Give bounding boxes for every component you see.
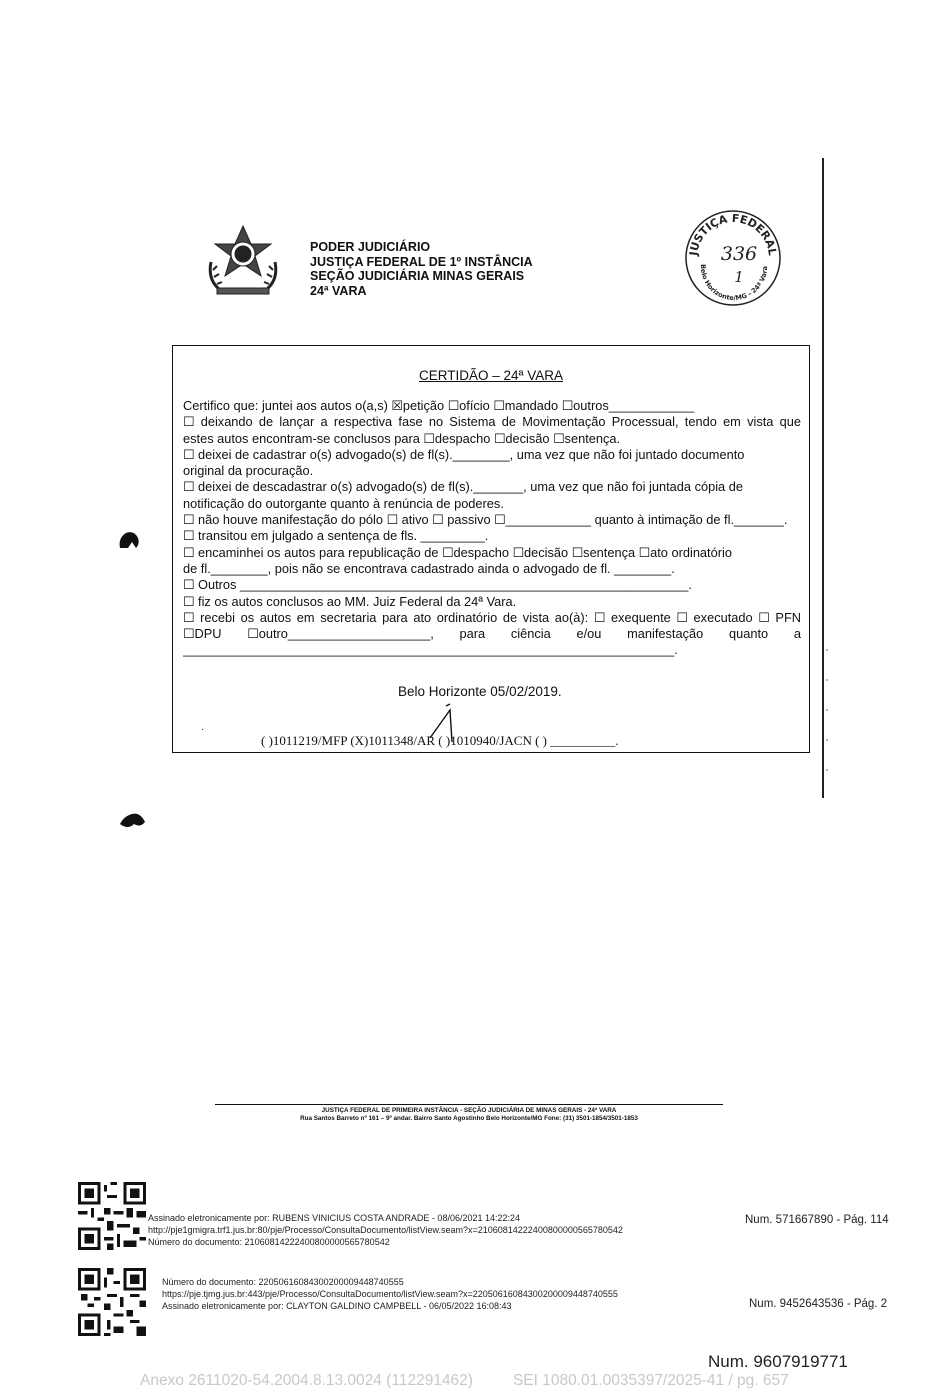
ink-blot-icon [118,530,140,550]
certidao-line: Certifico que: juntei aos autos o(a,s) ☒petição ☐ofício ☐mandado ☐outros____________ [183,398,695,413]
document-url[interactable]: https://pje.tjmg.jus.br:443/pje/Processo/ConsultaDocumento/listView.seam?x=22050616084300200009448740555 [162,1289,618,1299]
certidao-line: ☐DPU ☐outro____________________, para ciência e/ou manifestação quanto a [183,626,801,642]
certidao-line: ☐ deixei de descadastrar o(s) advogado(s) de fl(s)._______, uma vez que não foi juntada cópia de [183,479,743,495]
annex-right: SEI 1080.01.0035397/2025-41 / pg. 657 [512,1372,789,1389]
certidao-line: ☐ não houve manifestação do pólo ☐ ativo ☐ passivo ☐____________ quanto à intimação de fl._______. [183,512,788,528]
certidao-line: de fl.________, pois não se encontrava cadastrado ainda o advogado de fl. ________. [183,560,675,576]
stamp-sub-number: 1 [734,268,744,286]
signed-by: Assinado eletronicamente por: CLAYTON GALDINO CAMPBELL - 06/05/2022 16:08:43 [162,1301,512,1311]
certidao-body [183,398,801,659]
court-header [310,240,533,298]
justica-federal-stamp [683,208,783,308]
ink-blot-icon [120,812,146,830]
header-line-3: SEÇÃO JUDICIÁRIA MINAS GERAIS [310,269,525,283]
document-number: Número do documento: 22050616084300200009448740555 [162,1277,404,1287]
footer-line-1: JUSTIÇA FEDERAL DE PRIMEIRA INSTÂNCIA - SEÇÃO JUDICIÁRIA DE MINAS GERAIS - 24ª VARA [321,1107,617,1114]
coat-of-arms-icon [203,222,283,302]
stamp-top-text: JUSTIÇA FEDERAL [687,211,779,257]
page-footer [215,1104,723,1123]
certidao-line: notificação do outorgante quanto à renúncia de poderes. [183,495,504,511]
certidao-line: ☐ deixando de lançar a respectiva fase no Sistema de Movimentação Processual, tendo em vista que [183,414,801,430]
stamp-bottom-text: Belo Horizonte/MG - 24ª Vara [698,264,770,303]
signature-block-2 [162,1276,618,1312]
header-line-4: 24ª VARA [310,283,367,298]
certidao-line: original da procuração. [183,463,314,479]
certidao-line: ☐ encaminhei os autos para republicação de ☐despacho ☐decisão ☐sentença ☐ato ordinatório [183,544,732,560]
certidao-line: estes autos encontram-se conclusos para ☐despacho ☐decisão ☐sentença. [183,430,621,446]
footer-line-2: Rua Santos Barreto nº 161 – 9º andar. Bairro Santo Agostinho Belo Horizonte/MG Fone: (31) 3501-1854/3501-1853 [300,1115,638,1122]
certidao-line: ☐ deixei de cadastrar o(s) advogado(s) de fl(s).________, uma vez que não foi juntado documento [183,446,745,462]
annex-watermark [140,1372,789,1390]
signed-by: Assinado eletronicamente por: RUBENS VINICIUS COSTA ANDRADE - 08/06/2021 14:22:24 [148,1213,521,1223]
num-page-1: Num. 571667890 - Pág. 114 [745,1214,889,1226]
signature-block-1 [148,1212,623,1248]
certidao-title: CERTIDÃO – 24ª VARA [418,368,564,383]
certidao-line: ☐ fiz os autos conclusos ao MM. Juiz Federal da 24ª Vara. [183,593,517,609]
num-page-2: Num. 9452643536 - Pág. 2 [749,1298,888,1310]
certidao-line: ☐ transitou em julgado a sentença de fls. _________. [183,528,489,544]
margin-dots [822,640,832,790]
stamp-page-number: 336 [720,243,758,265]
annex-left: Anexo 2611020-54.2004.8.13.0024 (112291462) [140,1372,473,1389]
registration-codes: ( )1011219/MFP (X)1011348/AR ( )1010940/JACN ( ) __________. [261,733,619,748]
header-line-2: JUSTIÇA FEDERAL DE 1º INSTÂNCIA [310,254,533,269]
document-url[interactable]: http://pje1gmigra.trf1.jus.br:80/pje/Processo/ConsultaDocumento/listView.seam?x=21060814222400800000565780542 [148,1225,623,1235]
stray-dot: · [201,724,205,735]
certidao-line: ☐ Outros _______________________________________________________________. [183,577,692,593]
document-number: Número do documento: 21060814222400800000565780542 [148,1237,390,1247]
certidao-box [172,345,810,753]
qr-code-icon [78,1182,146,1250]
num-main: Num. 9607919771 [708,1352,848,1371]
date-line: Belo Horizonte 05/02/2019. [398,684,562,699]
certidao-line: _____________________________________________________________________. [183,642,678,658]
qr-code-icon [78,1268,146,1336]
header-line-1: PODER JUDICIÁRIO [310,240,431,254]
certidao-line: ☐ recebi os autos em secretaria para ato ordinatório de vista ao(à): ☐ exequente ☐ executado ☐ PFN [183,609,801,625]
